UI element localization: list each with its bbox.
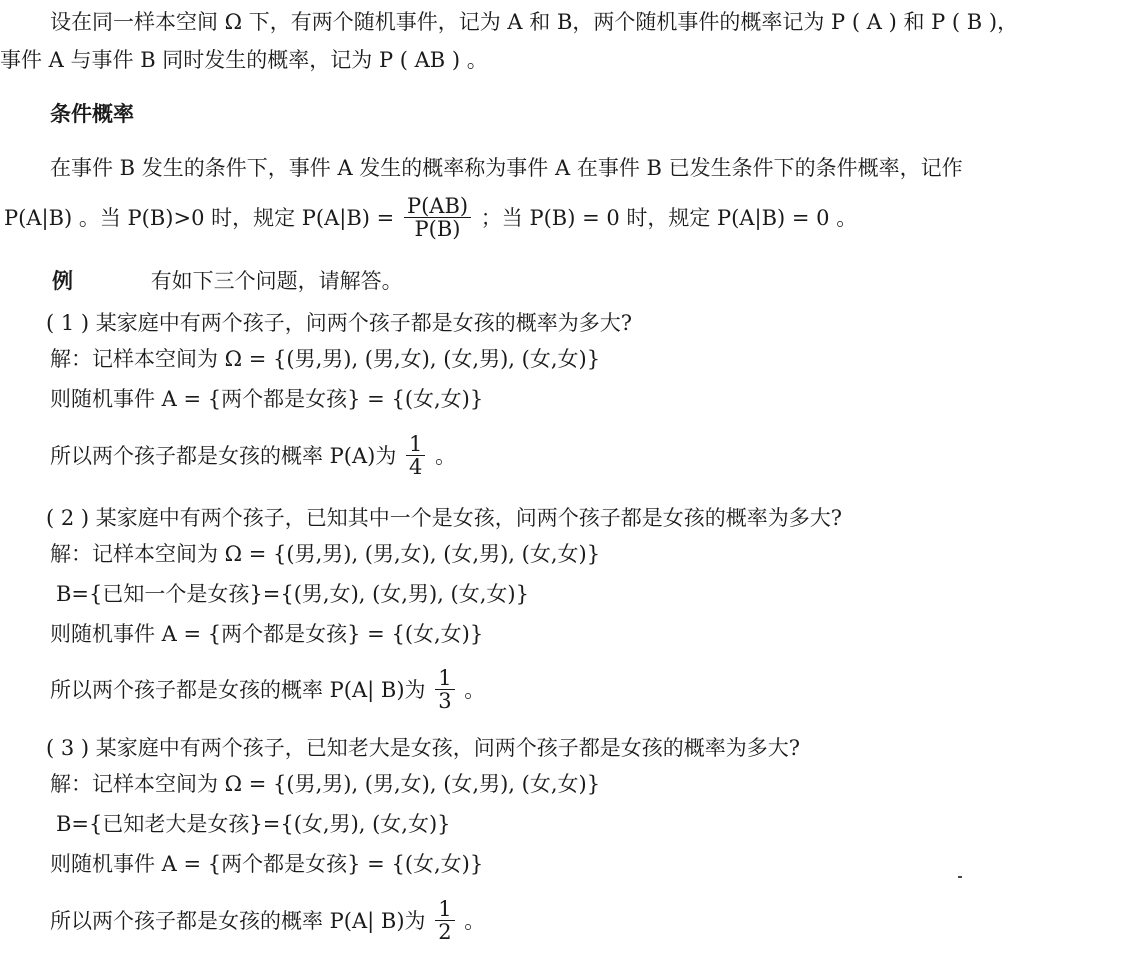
answer-prefix: 所以两个孩子都是女孩的概率 P(A)为 [50,444,397,468]
fraction-denominator: 4 [409,455,423,479]
fraction-numerator: P(AB) [404,195,471,218]
definition-text-a: P(A|B) 。当 P(B)>0 时，规定 P(A|B) = [4,206,395,230]
problem-3-question: ( 3 ) 某家庭中有两个孩子，已知老大是女孩，问两个孩子都是女孩的概率为多大? [46,736,801,760]
answer-suffix: 。 [464,678,486,702]
answer-prefix: 所以两个孩子都是女孩的概率 P(A| B)为 [50,909,426,933]
problem-2-answer [50,662,485,718]
fraction-numerator: 1 [435,898,454,921]
answer-fraction [435,667,454,712]
example-label: 例 [52,269,73,293]
problem-3-sample-space: 解：记样本空间为 Ω = {(男,男), (男,女), (女,男), (女,女)} [50,772,601,796]
definition-line-2 [4,190,857,246]
fraction-denominator: 3 [438,689,452,713]
problem-2-question: ( 2 ) 某家庭中有两个孩子，已知其中一个是女孩，问两个孩子都是女孩的概率为多大? [46,506,843,530]
fraction-denominator: P(B) [414,217,461,241]
answer-fraction [406,433,425,478]
problem-2-event-b: B={已知一个是女孩}={(男,女), (女,男), (女,女)} [56,582,529,606]
problem-1-answer [50,428,456,484]
answer-fraction [435,898,454,943]
problem-1-event-a: 则随机事件 A = {两个都是女孩} = {(女,女)} [50,387,484,411]
definition-fraction [404,195,471,240]
problem-2-event-a: 则随机事件 A = {两个都是女孩} = {(女,女)} [50,622,484,646]
fraction-numerator: 1 [406,433,425,456]
intro-line-1: 设在同一样本空间 Ω 下，有两个随机事件，记为 A 和 B，两个随机事件的概率记为 P ( A ) 和 P ( B )， [50,10,1019,34]
problem-3-event-a: 则随机事件 A = {两个都是女孩} = {(女,女)} [50,852,484,876]
problem-2-sample-space: 解：记样本空间为 Ω = {(男,男), (男,女), (女,男), (女,女)} [50,542,601,566]
problem-1-sample-space: 解：记样本空间为 Ω = {(男,男), (男,女), (女,男), (女,女)} [50,347,601,371]
example-header [52,265,403,297]
scan-speck [958,876,962,878]
fraction-denominator: 2 [438,920,452,944]
section-heading: 条件概率 [50,102,134,126]
definition-text-b: ；当 P(B) = 0 时，规定 P(A|B) = 0 。 [480,206,858,230]
problem-3-event-b: B={已知老大是女孩}={(女,男), (女,女)} [56,812,451,836]
definition-line-1: 在事件 B 发生的条件下，事件 A 发生的概率称为事件 A 在事件 B 已发生条件下的条件概率，记作 [50,156,963,180]
intro-line-2: 事件 A 与事件 B 同时发生的概率，记为 P ( AB ) 。 [0,48,488,72]
answer-suffix: 。 [435,444,457,468]
answer-suffix: 。 [464,909,486,933]
problem-3-answer [50,893,485,949]
fraction-numerator: 1 [435,667,454,690]
problem-1-question: ( 1 ) 某家庭中有两个孩子，问两个孩子都是女孩的概率为多大? [46,311,633,335]
example-intro: 有如下三个问题，请解答。 [150,269,403,293]
answer-prefix: 所以两个孩子都是女孩的概率 P(A| B)为 [50,678,426,702]
